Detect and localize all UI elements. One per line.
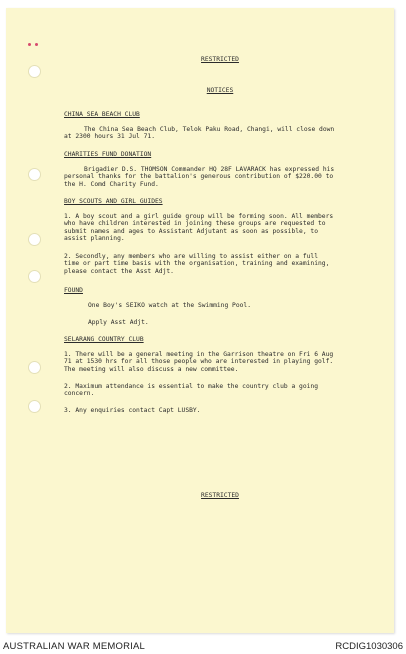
classification-bottom: RESTRICTED xyxy=(201,492,239,499)
paragraph: The China Sea Beach Club, Telok Paku Road, Changi, will close down at 2300 hours 31 Jul 71. xyxy=(64,126,335,141)
paragraph: One Boy's SEIKO watch at the Swimming Pool. xyxy=(88,302,252,309)
footer-record-id: RCDIG1030306 xyxy=(335,641,403,652)
section-heading-scouts: BOY SCOUTS AND GIRL GUIDES xyxy=(64,198,163,205)
ink-marks xyxy=(28,33,48,36)
punch-hole-icon xyxy=(28,233,41,246)
paragraph: 2. Maximum attendance is essential to make the country club a going concern. xyxy=(64,383,319,398)
archive-footer xyxy=(0,636,406,654)
paragraph: 1. There will be a general meeting in the Garrison theatre on Fri 6 Aug 71 at 1530 hrs for all those people who are interested in playing golf. The meeting will also discuss a new committee. xyxy=(64,351,334,373)
section-heading-beach-club: CHINA SEA BEACH CLUB xyxy=(64,111,140,118)
section-heading-charities: CHARITIES FUND DONATION xyxy=(64,151,152,158)
punch-hole-icon xyxy=(28,400,41,413)
document-page xyxy=(6,8,394,633)
paragraph: Brigadier D.S. THOMSON Commander HQ 28F LAVARACK has expressed his personal thanks for the battalion's generous contribution of $220.00 to the H. Comd Charity Fund. xyxy=(64,166,335,188)
paragraph: 1. A boy scout and a girl guide group will be forming soon. All members who have children interested in joining these groups are requested to submit names and ages to Assistant Adjutant as soon as possible, to assist planning. xyxy=(64,213,334,243)
punch-hole-icon xyxy=(28,168,41,181)
notices-title: NOTICES xyxy=(206,87,234,94)
punch-hole-icon xyxy=(28,270,41,283)
footer-institution: AUSTRALIAN WAR MEMORIAL xyxy=(3,641,146,652)
punch-hole-icon xyxy=(28,361,41,374)
section-heading-found: FOUND xyxy=(64,287,83,294)
classification-top: RESTRICTED xyxy=(201,56,239,63)
punch-hole-icon xyxy=(28,65,41,78)
paragraph: 2. Secondly, any members who are willing to assist either on a full time or part time basis with the organisation, training and examining, please contact the Asst Adjt. xyxy=(64,253,330,275)
section-heading-country-club: SELARANG COUNTRY CLUB xyxy=(64,336,144,343)
paragraph: Apply Asst Adjt. xyxy=(88,319,149,326)
paragraph: 3. Any enquiries contact Capt LUSBY. xyxy=(64,407,201,414)
